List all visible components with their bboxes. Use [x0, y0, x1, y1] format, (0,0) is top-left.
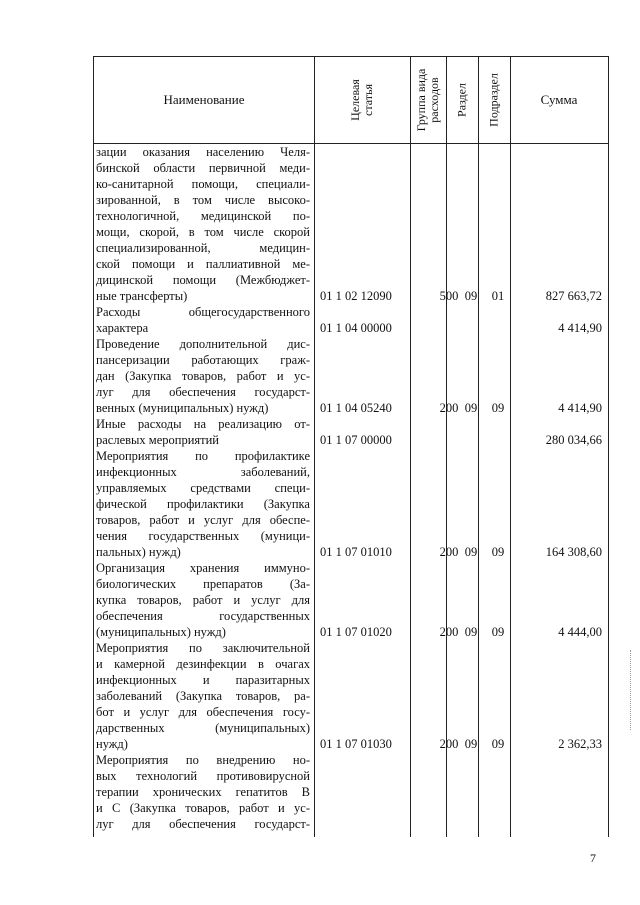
row-group-code: 200 — [439, 545, 459, 559]
row-name-line: товаров, работ и услуг для обеспе- — [96, 513, 310, 527]
row-name — [96, 752, 310, 832]
table-row — [94, 416, 608, 448]
row-name-line: заболеваний (Закупка товаров, ра- — [96, 689, 310, 703]
row-name-line: зации оказания населению Челя- — [96, 145, 310, 159]
row-name-line: Проведение дополнительной дис- — [96, 337, 310, 351]
row-subsection: 09 — [491, 545, 505, 559]
row-name — [96, 336, 310, 416]
row-name-line: фической профилактики (Закупка — [96, 497, 310, 511]
row-sum: 280 034,66 — [545, 433, 602, 447]
row-name-line: раслевых мероприятий — [96, 433, 219, 447]
row-name-line: мощи, скорой, в том числе скорой — [96, 225, 310, 239]
scan-edge-mark — [630, 650, 633, 730]
row-name-line: нужд) — [96, 737, 128, 751]
row-name-line: бот и услуг для обеспечения госу- — [96, 705, 310, 719]
row-name-line: ко-санитарной помощи, специали- — [96, 177, 310, 191]
row-name-line: пансеризации работающих граж- — [96, 353, 310, 367]
row-group-code: 500 — [439, 289, 459, 303]
row-subsection: 09 — [491, 401, 505, 415]
header-subsection: Подраздел — [486, 73, 501, 127]
row-sum: 827 663,72 — [545, 289, 602, 303]
row-name-line: инфекционных заболеваний, — [96, 465, 310, 479]
row-name-line: венных (муниципальных) нужд) — [96, 401, 269, 415]
row-section: 09 — [464, 545, 478, 559]
table-row — [94, 640, 608, 752]
row-name-line: Организация хранения иммуно- — [96, 561, 310, 575]
row-name-line: дан (Закупка товаров, работ и ус- — [96, 369, 310, 383]
row-subsection: 09 — [491, 737, 505, 751]
row-sum: 4 444,00 — [558, 625, 602, 639]
budget-table — [93, 56, 609, 837]
row-name-line: и камерной дезинфекции в очагах — [96, 657, 310, 671]
row-sum: 164 308,60 — [545, 545, 602, 559]
row-target-code: 01 1 07 01020 — [320, 625, 392, 639]
row-name-line: Мероприятия по профилактике — [96, 449, 310, 463]
row-target-code: 01 1 07 01030 — [320, 737, 392, 751]
table-row — [94, 560, 608, 640]
row-name — [96, 416, 310, 448]
row-name-line: технологичной, медицинской по- — [96, 209, 310, 223]
row-section: 09 — [464, 289, 478, 303]
table-row — [94, 144, 608, 304]
row-sum: 2 362,33 — [558, 737, 602, 751]
row-name-line: пальных) нужд) — [96, 545, 181, 559]
row-name-line: терапии хронических гепатитов В — [96, 785, 310, 799]
row-name-line: ные трансферты) — [96, 289, 188, 303]
table-row — [94, 448, 608, 560]
table-row — [94, 752, 608, 832]
row-section: 09 — [464, 625, 478, 639]
row-name — [96, 560, 310, 640]
row-name-line: вых технологий противовирусной — [96, 769, 310, 783]
row-name-line: зированной, в том числе высоко- — [96, 193, 310, 207]
row-target-code: 01 1 02 12090 — [320, 289, 392, 303]
header-section: Раздел — [454, 83, 469, 117]
row-sum: 4 414,90 — [558, 401, 602, 415]
header-group: Группа вида расходов — [414, 68, 441, 132]
row-target-code: 01 1 07 01010 — [320, 545, 392, 559]
row-name-line: бинской области первичной меди- — [96, 161, 310, 175]
table-row — [94, 304, 608, 336]
row-name-line: Иные расходы на реализацию от- — [96, 417, 310, 431]
row-name-line: и С (Закупка товаров, работ и ус- — [96, 801, 310, 815]
row-name-line: управляемых средствами специ- — [96, 481, 310, 495]
row-subsection: 09 — [491, 625, 505, 639]
row-section: 09 — [464, 401, 478, 415]
page-number: 7 — [590, 851, 596, 865]
row-name-line: луг для обеспечения государст- — [96, 385, 310, 399]
row-name-line: Мероприятия по заключительной — [96, 641, 310, 655]
row-name-line: обеспечения государственных — [96, 609, 310, 623]
row-target-code: 01 1 04 05240 — [320, 401, 392, 415]
row-name-line: Расходы общегосударственного — [96, 305, 310, 319]
row-name — [96, 144, 310, 304]
row-sum: 4 414,90 — [558, 321, 602, 335]
row-name-line: купка товаров, работ и услуг для — [96, 593, 310, 607]
row-name — [96, 304, 310, 336]
header-target: Целевая статья — [348, 79, 375, 121]
row-subsection: 01 — [491, 289, 505, 303]
row-name-line: чения государственных (муници- — [96, 529, 310, 543]
row-section: 09 — [464, 737, 478, 751]
table-row — [94, 336, 608, 416]
header-name: Наименование — [163, 92, 245, 107]
row-name-line: специализированной, медицин- — [96, 241, 310, 255]
row-name — [96, 640, 310, 752]
row-name-line: дицинской помощи (Межбюджет- — [96, 273, 310, 287]
row-name-line: характера — [96, 321, 149, 335]
row-name-line: Мероприятия по внедрению но- — [96, 753, 310, 767]
row-name-line: дарственных (муниципальных) — [96, 721, 310, 735]
row-name-line: (муниципальных) нужд) — [96, 625, 226, 639]
row-name-line: ской помощи и паллиативной ме- — [96, 257, 310, 271]
row-group-code: 200 — [439, 625, 459, 639]
header-sum: Сумма — [540, 92, 578, 107]
row-group-code: 200 — [439, 401, 459, 415]
row-group-code: 200 — [439, 737, 459, 751]
row-name-line: инфекционных и паразитарных — [96, 673, 310, 687]
row-target-code: 01 1 04 00000 — [320, 321, 392, 335]
row-name-line: биологических препаратов (За- — [96, 577, 310, 591]
row-target-code: 01 1 07 00000 — [320, 433, 392, 447]
row-name — [96, 448, 310, 560]
row-name-line: луг для обеспечения государст- — [96, 817, 310, 831]
